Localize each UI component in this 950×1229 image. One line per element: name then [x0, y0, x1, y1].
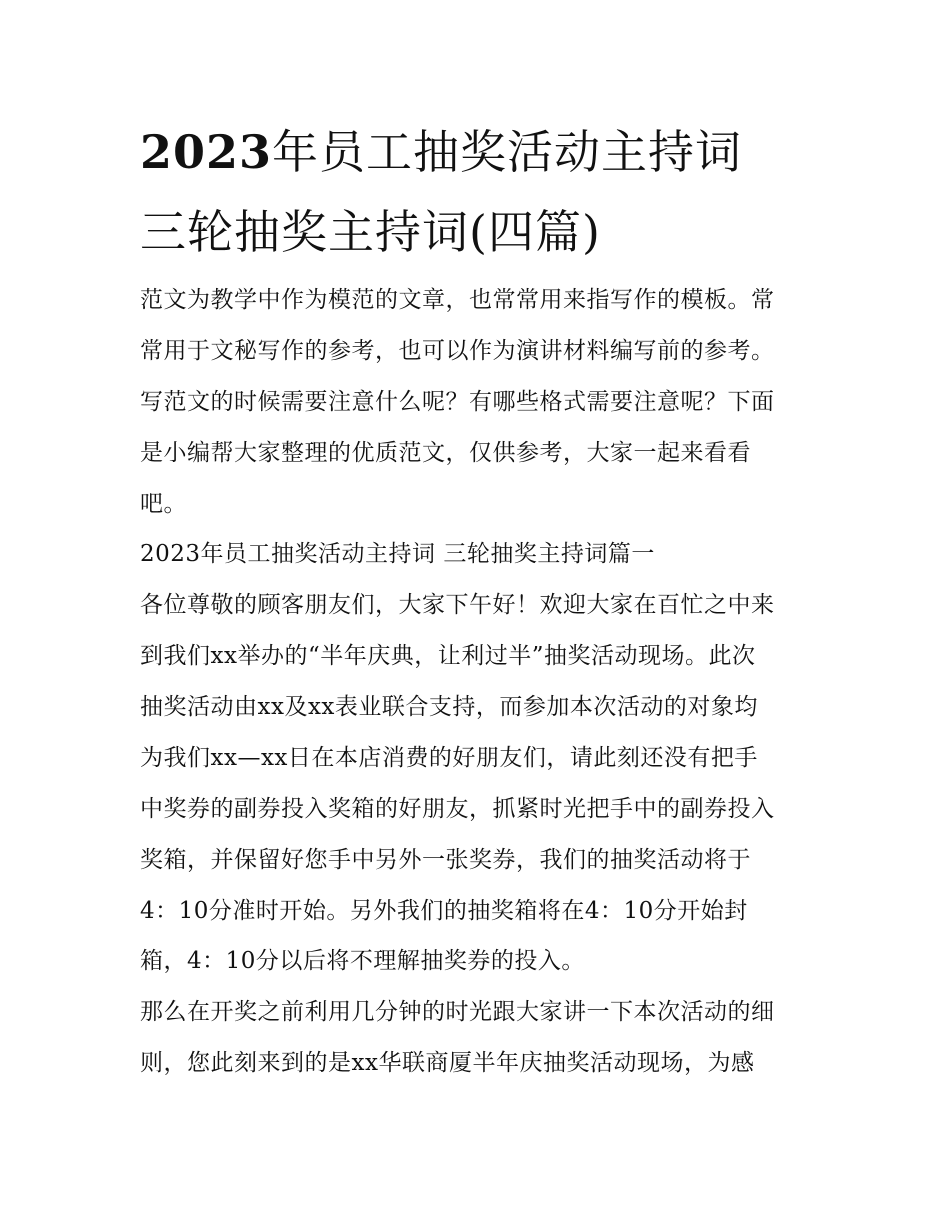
paragraph-line: 那么在开奖之前利用几分钟的时光跟大家讲一下本次活动的细	[140, 999, 775, 1025]
paragraph-line: 各位尊敬的顾客朋友们，大家下午好！欢迎大家在百忙之中来	[140, 592, 775, 618]
title-line2: 三轮抽奖主持词(四篇)	[140, 205, 601, 259]
intro-line: 常用于文秘写作的参考，也可以作为演讲材料编写前的参考。	[140, 338, 775, 364]
title-line1-rest: 年员工抽奖活动主持词	[272, 125, 743, 179]
intro-line: 范文为教学中作为模范的文章，也常常用来指写作的模板。常	[140, 287, 775, 313]
title-year: 2023	[140, 125, 273, 179]
intro-line: 写范文的时候需要注意什么呢？有哪些格式需要注意呢？下面	[140, 389, 775, 415]
paragraph-line: 为我们xx—xx日在本店消费的好朋友们，请此刻还没有把手	[140, 745, 758, 771]
section-heading: 2023年员工抽奖活动主持词 三轮抽奖主持词篇一	[140, 541, 655, 567]
paragraph-line: 则，您此刻来到的是xx华联商厦半年庆抽奖活动现场，为感	[140, 1050, 755, 1076]
page-title	[140, 112, 820, 272]
paragraph-line: 4：10分准时开始。另外我们的抽奖箱将在4：10分开始封	[140, 898, 748, 924]
paragraph-line: 中奖券的副券投入奖箱的好朋友，抓紧时光把手中的副券投入	[140, 796, 775, 822]
paragraph-line: 奖箱，并保留好您手中另外一张奖券，我们的抽奖活动将于	[140, 847, 751, 873]
intro-line: 吧。	[140, 491, 187, 517]
paragraph-line: 抽奖活动由xx及xx表业联合支持，而参加本次活动的对象均	[140, 694, 758, 720]
intro-line: 是小编帮大家整理的优质范文，仅供参考，大家一起来看看	[140, 440, 751, 466]
paragraph-line: 到我们xx举办的“半年庆典，让利过半”抽奖活动现场。此次	[140, 643, 756, 669]
paragraph-line: 箱，4：10分以后将不理解抽奖券的投入。	[140, 948, 585, 974]
